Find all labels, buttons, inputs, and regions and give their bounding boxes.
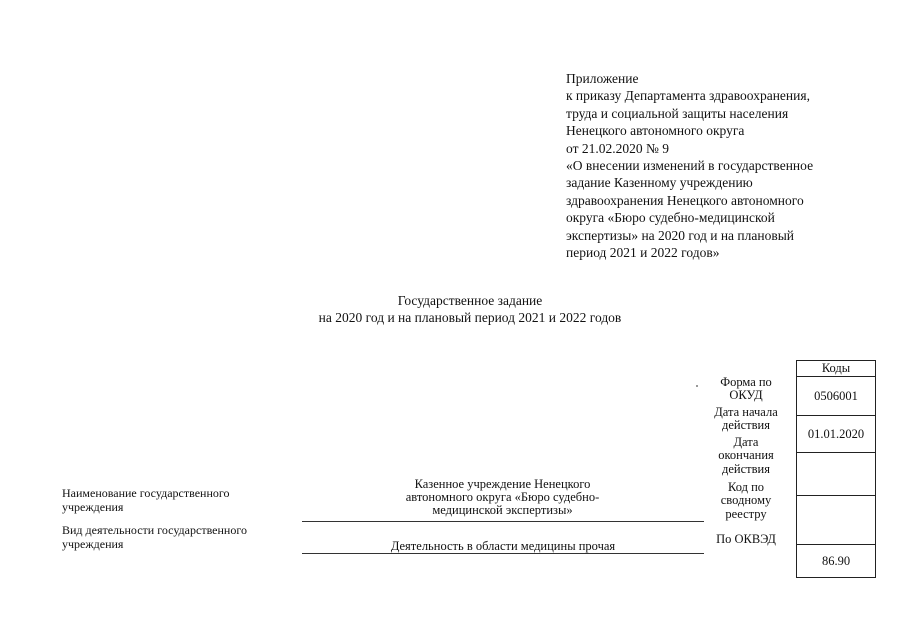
- document-title-line2: на 2020 год и на плановый период 2021 и 2022 годов: [318, 310, 622, 325]
- code-okved-value: 86.90: [797, 545, 876, 578]
- appendix-line: задание Казенному учреждению: [566, 175, 753, 191]
- appendix-line: Ненецкого автономного округа: [566, 123, 745, 139]
- code-end-date-label: Дата окончания действия: [718, 435, 774, 476]
- appendix-line: экспертизы» на 2020 год и на плановый: [566, 227, 795, 243]
- institution-name-label: Наименование государственного учреждения: [62, 486, 230, 514]
- appendix-line: округа «Бюро судебно-медицинской: [566, 210, 775, 226]
- appendix-line: Приложение: [566, 71, 639, 86]
- appendix-line: период 2021 и 2022 годов»: [566, 245, 720, 261]
- code-start-date-value: 01.01.2020: [797, 416, 876, 453]
- code-okud-label: Форма по ОКУД: [720, 375, 772, 403]
- appendix-line: к приказу Департамента здравоохранения,: [566, 88, 810, 104]
- appendix-line: труда и социальной защиты населения: [566, 105, 789, 121]
- appendix-block: [566, 70, 866, 261]
- activity-type-label: Вид деятельности государственного учреждения: [62, 523, 247, 551]
- code-start-date-label: Дата начала действия: [714, 405, 778, 433]
- code-okud-value: 0506001: [797, 377, 876, 416]
- codes-table: [796, 360, 876, 578]
- activity-type-underline: [302, 553, 704, 554]
- appendix-line: от 21.02.2020 № 9: [566, 140, 669, 156]
- code-registry-label: Код по сводному реестру: [720, 480, 772, 521]
- code-end-date-value: [797, 453, 876, 496]
- code-okved-label: По ОКВЭД: [716, 532, 776, 546]
- appendix-line: «О внесении изменений в государственное: [566, 158, 814, 174]
- institution-name-value: Казенное учреждение Ненецкого автономного округа «Бюро судебно-медицинской экспертизы»: [405, 477, 600, 517]
- codes-header: Коды: [797, 361, 876, 377]
- document-title: [260, 292, 680, 326]
- appendix-line: здравоохранения Ненецкого автономного: [566, 192, 804, 208]
- code-registry-value: [797, 496, 876, 545]
- activity-type-value: Деятельность в области медицины прочая: [390, 539, 616, 553]
- scan-speck: [696, 385, 698, 387]
- document-title-line1: Государственное задание: [397, 293, 543, 308]
- institution-name-underline: [302, 521, 704, 522]
